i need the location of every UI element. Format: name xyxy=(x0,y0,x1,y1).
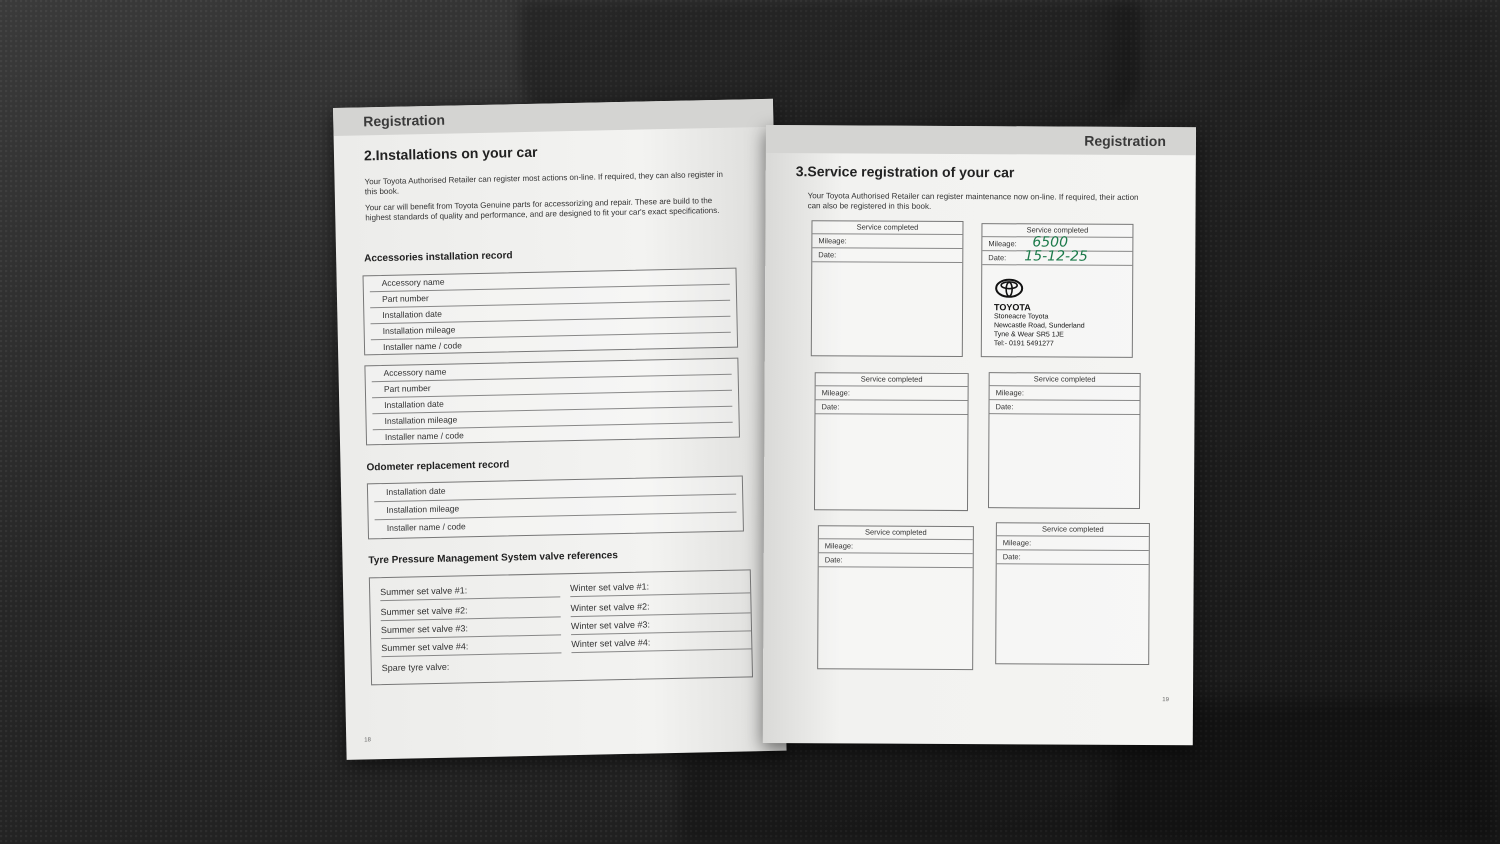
service-box xyxy=(988,372,1141,509)
page-header-title: Registration xyxy=(1084,132,1166,150)
intro-paragraph: Your Toyota Authorised Retailer can register maintenance now on-line. If required, their action can also be registered in this book. xyxy=(807,191,1139,211)
mileage-label: Mileage: xyxy=(819,539,973,554)
field-label: Summer set valve #1: xyxy=(380,580,560,601)
date-label: Date: xyxy=(815,400,967,415)
field-label: Installation date xyxy=(374,477,736,503)
page-number: 19 xyxy=(1162,697,1170,704)
mileage-label: Mileage: xyxy=(812,234,962,249)
tpms-title: Tyre Pressure Management System valve references xyxy=(368,550,618,567)
date-label: Date: xyxy=(997,550,1149,565)
stamp-line: Newcastle Road, Sunderland xyxy=(993,322,1085,330)
accessory-record-1 xyxy=(363,268,739,356)
stamp-line: Stoneacre Toyota xyxy=(993,313,1049,321)
accessories-title: Accessories installation record xyxy=(364,250,513,265)
service-box xyxy=(814,372,969,511)
toyota-logo-icon xyxy=(994,278,1024,298)
service-box xyxy=(817,525,974,670)
mileage-label: Mileage: xyxy=(990,386,1140,401)
service-box-title: Service completed xyxy=(982,224,1132,238)
handwritten-mileage: 6500 xyxy=(1032,234,1069,251)
stamp-line: Tel:- 0191 5491277 xyxy=(993,340,1054,348)
field-label: Accessory name xyxy=(371,359,731,383)
field-label: Summer set valve #4: xyxy=(381,636,561,657)
field-label: Installation date xyxy=(370,301,730,325)
field-label: Accessory name xyxy=(370,269,730,293)
date-label: Date: xyxy=(819,553,973,568)
service-box-title: Service completed xyxy=(816,373,968,387)
field-label: Installer name / code xyxy=(382,340,463,353)
service-box-title: Service completed xyxy=(812,221,962,235)
field-label: Winter set valve #2: xyxy=(570,596,750,617)
field-label: Part number xyxy=(372,375,732,399)
field-label: Winter set valve #3: xyxy=(571,614,751,635)
field-label: Installation mileage xyxy=(371,317,731,341)
stamp-brand: TOYOTA xyxy=(994,302,1031,313)
service-box-title: Service completed xyxy=(990,373,1140,387)
service-box-completed xyxy=(981,223,1134,358)
handwritten-date: 15-12-25 xyxy=(1024,248,1088,265)
service-box-title: Service completed xyxy=(819,526,973,540)
field-label: Summer set valve #2: xyxy=(380,600,560,621)
left-page xyxy=(333,99,787,760)
page-header-title: Registration xyxy=(363,111,446,130)
right-page xyxy=(763,125,1196,745)
mileage-label: Mileage: xyxy=(997,536,1149,551)
field-label: Summer set valve #3: xyxy=(381,618,561,639)
field-label: Winter set valve #4: xyxy=(571,632,751,653)
stamp-line: Tyne & Wear SR5 1JE xyxy=(993,331,1064,339)
date-label: Date: xyxy=(982,251,1132,266)
field-label: Installer name / code xyxy=(384,430,464,442)
intro-paragraph: Your Toyota Authorised Retailer can register most actions on-line. If required, they can also register in this book. xyxy=(364,169,723,197)
field-label: Installer name / code xyxy=(386,521,466,533)
date-label: Date: xyxy=(989,400,1139,415)
tpms-record xyxy=(369,569,753,685)
section-title: 2.Installations on your car xyxy=(363,143,538,164)
field-label: Part number xyxy=(370,285,730,309)
field-label: Installation mileage xyxy=(372,407,732,431)
intro-paragraph: Your car will benefit from Toyota Genuine parts for accessorizing and repair. These are build to the highest standards of quality and performance, and are designed to fit your car's exact specifications. xyxy=(365,196,720,223)
dealer-stamp xyxy=(994,278,1085,348)
service-box-title: Service completed xyxy=(997,523,1149,537)
field-label: Installation mileage xyxy=(374,495,736,521)
accessory-record-2 xyxy=(364,358,740,446)
odometer-title: Odometer replacement record xyxy=(366,459,510,474)
mileage-label: Mileage: xyxy=(982,237,1132,252)
page-header-bar xyxy=(766,125,1196,155)
service-box xyxy=(811,220,964,357)
field-label: Installation date xyxy=(372,391,732,415)
section-title: 3.Service registration of your car xyxy=(795,163,1015,181)
field-label: Winter set valve #1: xyxy=(570,576,750,597)
odometer-record xyxy=(367,475,744,539)
mileage-label: Mileage: xyxy=(816,386,968,401)
service-box xyxy=(995,522,1150,665)
field-label: Spare tyre valve: xyxy=(381,661,450,674)
page-header-bar xyxy=(333,99,773,136)
page-number: 18 xyxy=(364,737,372,744)
date-label: Date: xyxy=(812,248,962,263)
